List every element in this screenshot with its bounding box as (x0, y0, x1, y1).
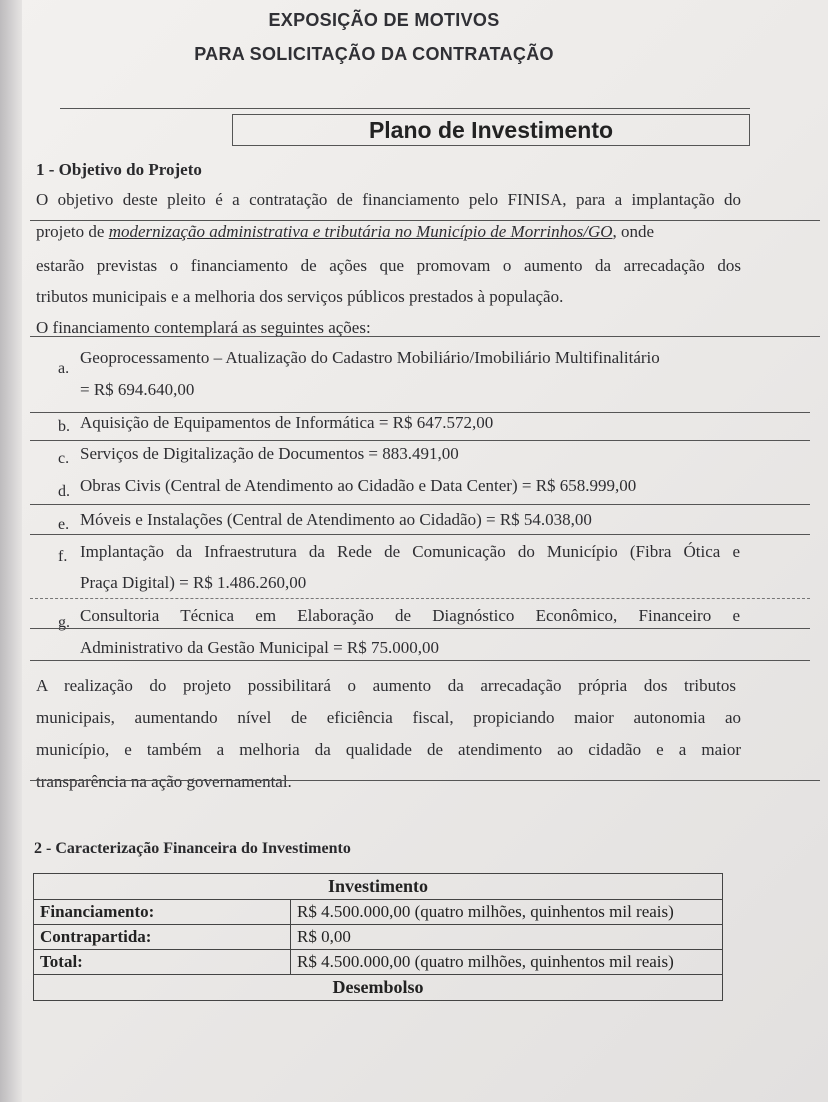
divider (30, 220, 820, 221)
actions-intro: O financiamento contemplará as seguintes ações: (36, 318, 371, 337)
item-d-text: Obras Civis (Central de Atendimento ao Cidadão e Data Center) = R$ 658.999,00 (80, 476, 637, 495)
divider (30, 598, 810, 599)
item-a-text: Geoprocessamento – Atualização do Cadastro Mobiliário/Imobiliário Multifinalitário (80, 348, 660, 367)
header-title-line1: EXPOSIÇÃO DE MOTIVOS (268, 10, 500, 30)
row-value: R$ 0,00 (291, 925, 723, 950)
paragraph1-line2-c: , onde (612, 222, 655, 241)
item-g-label: g. (58, 614, 70, 631)
table-header: Investimento (34, 874, 723, 900)
paragraph1-line1: O objetivo deste pleito é a contratação de financiamento pelo FINISA, para a implantação do (36, 190, 741, 209)
table-row (34, 925, 723, 950)
row-value: R$ 4.500.000,00 (quatro milhões, quinhentos mil reais) (291, 950, 723, 975)
paragraph2-line2: municipais, aumentando nível de eficiência fiscal, propiciando maior autonomia ao (36, 708, 741, 727)
divider (30, 504, 810, 505)
item-b-label: b. (58, 418, 70, 435)
item-e-text: Móveis e Instalações (Central de Atendimento ao Cidadão) = R$ 54.038,00 (80, 510, 592, 529)
item-f-text: Implantação da Infraestrutura da Rede de Comunicação do Município (Fibra Ótica e (80, 542, 740, 561)
section1-heading: 1 - Objetivo do Projeto (36, 160, 202, 179)
divider (30, 534, 810, 535)
item-f-value: Praça Digital) = R$ 1.486.260,00 (80, 573, 307, 592)
plan-title: Plano de Investimento (368, 117, 614, 143)
divider (30, 440, 810, 441)
paragraph2-line4: transparência na ação governamental. (36, 772, 292, 791)
item-g-value: Administrativo da Gestão Municipal = R$ 75.000,00 (80, 638, 439, 657)
investment-table (33, 873, 723, 1001)
divider (30, 628, 810, 629)
item-b-text: Aquisição de Equipamentos de Informática = R$ 647.572,00 (80, 413, 494, 432)
item-e-label: e. (58, 516, 70, 533)
item-f-label: f. (58, 548, 68, 565)
item-a-value: = R$ 694.640,00 (80, 380, 195, 399)
section2-heading: 2 - Caracterização Financeira do Investimento (34, 840, 351, 857)
paragraph1-line2 (36, 222, 741, 242)
header-title-line2: PARA SOLICITAÇÃO DA CONTRATAÇÃO (194, 44, 554, 64)
divider (30, 660, 810, 661)
row-key: Total: (34, 950, 291, 975)
row-value: R$ 4.500.000,00 (quatro milhões, quinhentos mil reais) (291, 900, 723, 925)
row-key: Contrapartida: (34, 925, 291, 950)
paragraph1-line2-a: projeto de (36, 222, 109, 241)
project-name-highlight: modernização administrativa e tributária no Município de Morrinhos/GO (108, 222, 613, 241)
table-row (34, 900, 723, 925)
table-row (34, 950, 723, 975)
item-c-text: Serviços de Digitalização de Documentos = 883.491,00 (80, 444, 459, 463)
item-g-text: Consultoria Técnica em Elaboração de Diagnóstico Econômico, Financeiro e (80, 606, 740, 625)
item-d-label: d. (58, 483, 70, 500)
divider (60, 108, 750, 109)
table-footer-row (34, 975, 723, 1001)
table-footer-header: Desembolso (34, 975, 723, 1001)
table-header-row (34, 874, 723, 900)
paragraph1-line4: tributos municipais e a melhoria dos serviços públicos prestados à população. (36, 287, 564, 306)
divider (30, 336, 820, 337)
paragraph2-line3: município, e também a melhoria da qualidade de atendimento ao cidadão e a maior (36, 740, 741, 759)
row-key: Financiamento: (34, 900, 291, 925)
plan-title-box (232, 114, 750, 146)
item-c-label: c. (58, 450, 70, 467)
paragraph2-line1: A realização do projeto possibilitará o aumento da arrecadação própria dos tributos (36, 676, 736, 695)
page-edge-shadow (0, 0, 22, 1102)
divider (30, 780, 820, 781)
paragraph1-line3: estarão previstas o financiamento de ações que promovam o aumento da arrecadação dos (36, 256, 741, 275)
item-a-label: a. (58, 360, 70, 377)
